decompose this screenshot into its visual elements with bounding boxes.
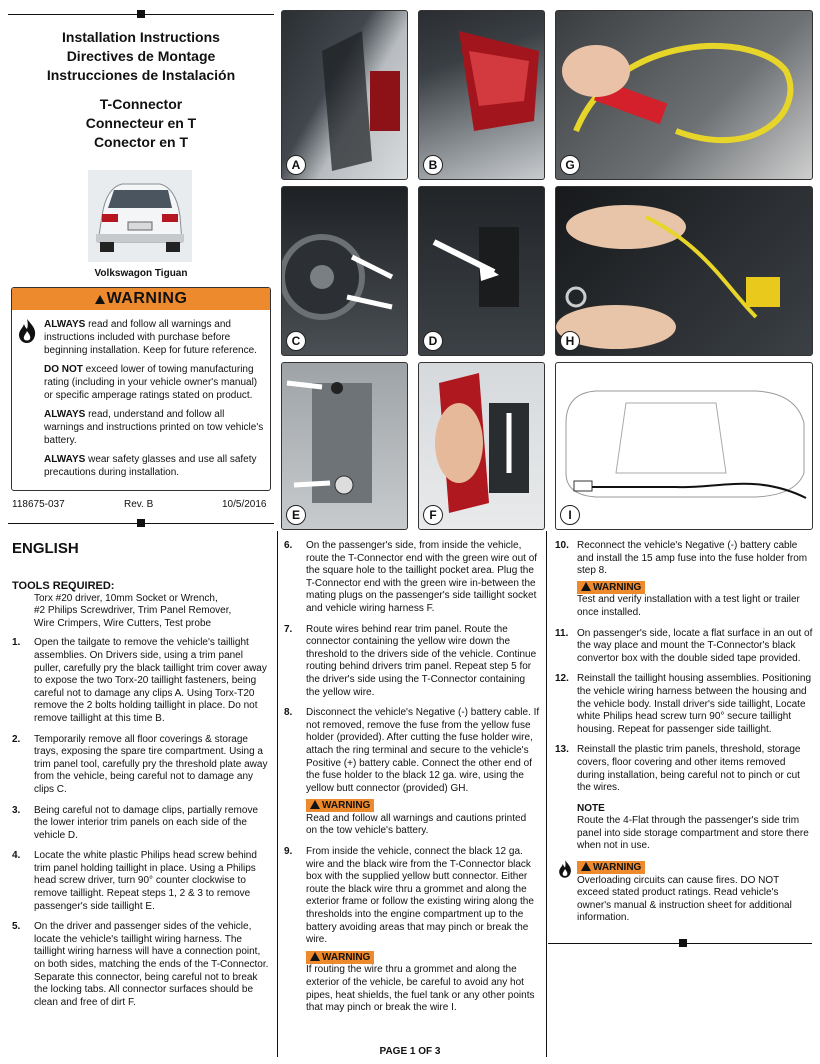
title-block [10,28,272,85]
figure-label: E [286,505,306,525]
rule-marker [137,10,145,18]
revision: Rev. B [124,499,154,510]
vehicle-image [88,170,192,262]
doc-date: 10/5/2016 [222,499,267,510]
warning-header [12,288,270,310]
note-heading: NOTE [577,802,605,814]
warning-heading: WARNING [106,290,188,307]
warning-step-9 [284,951,540,1015]
figure-label: I [560,505,580,525]
step-13: 13. Reinstall the plastic trim panels, threshold, storage covers, floor covering and other items removed during installation, being careful not to pinch or cut the wires. [555,744,801,794]
warning-triangle-icon [310,800,320,809]
figure-d [418,186,545,356]
step-12: 12. Reinstall the taillight housing assemblies. Positioning the vehicle wiring harness between the housing and the vehicle body. Install driver's side taillight, Locate white Philips head screw turn 90° secure taillight housing. Repeat for passenger side taillight. [555,673,812,735]
title-en: Installation Instructions [62,29,220,45]
step-7: 7. Route wires behind rear trim panel. Route the connector containing the yellow wire down the threshold to the drivers side of the vehicle. Continue routing behind drivers trim panel. Repeat step 5 for the driver's side using the T-Connector containing the yellow wire. [284,623,537,698]
step-3: 3. Being careful not to damage clips, partially remove the lower interior trim panels on each side of the vehicle D. [12,804,259,841]
column-divider [277,531,278,1057]
column-2 [284,540,540,1015]
product-block [10,95,272,152]
title-fr: Directives de Montage [66,48,216,64]
tool-line: Torx #20 driver, 10mm Socket or Wrench, [34,592,218,604]
part-number: 118675-037 [12,499,65,510]
warning-item: DO NOT exceed lower of towing manufacturing rating (including in your vehicle owner's manual) or specific amperage ratings stated on product. [44,364,258,401]
product-es: Conector en T [93,134,189,150]
step-2: 2. Temporarily remove all floor coverings & storage trays, exposing the spare tire compartment. Using a trim panel tool, carefully pry the threshold plate away from the vehicle, being careful not to damage any clips C. [12,733,268,795]
step-1: 1. Open the tailgate to remove the vehicle's taillight assemblies. On Drivers side, using a trim panel puller, carefully pry the black taillight trim cover away to expose the two Torx-20 taillight fasteners, being careful not to damage any clips A. Using Torx-T20 remove the 2 bolts holding taillight in place. Do not remove taillight at this time B. [12,637,267,724]
figure-label: B [423,155,443,175]
tool-line: #2 Philips Screwdriver, Trim Panel Remover, [34,605,232,617]
figure-a [281,10,408,180]
column-divider [546,531,547,1057]
figure-label: A [286,155,306,175]
tool-line: Wire Crimpers, Wire Cutters, Test probe [34,617,212,629]
fire-icon [16,318,38,349]
warning-pill: WARNING [306,951,374,964]
figure-i [555,362,813,530]
step-4: 4. Locate the white plastic Philips head screw behind trim panel holding taillight in place. Using a Philips head screw driver, turn 90° counter clockwise to remove taillight. Repeat steps 1, 2 & 3 to remove passenger's side taillight E. [12,850,257,912]
title-es: Instrucciones de Instalación [46,67,236,83]
figure-e [281,362,408,530]
note-text: Route the 4-Flat through the passenger's side trim panel into side storage compartment and store there when not in use. [577,815,809,852]
figure-g [555,10,813,180]
figure-label: D [423,331,443,351]
figure-c [281,186,408,356]
step-11: 11. On passenger's side, locate a flat surface in an out of the way place and mount the T-Connector's black convertor box with the double sided tape provided. [555,627,813,664]
warning-step-8 [284,799,540,838]
warning-pill: WARNING [577,861,645,874]
step-9: 9. From inside the vehicle, connect the black 12 ga. wire and the black wire from the T-Connector black box with the supplied yellow butt connector. Either route the black wire thru a grommet and along the exterior frame or follow the existing wiring along the thresholds into the engine compartment up to the battery avoiding areas that may pinch or break the wire. [284,846,534,946]
warning-final [555,861,813,925]
warning-triangle-icon [95,295,105,304]
figure-label: G [560,155,580,175]
figure-b [418,10,545,180]
vehicle-caption: Volkswagon Tiguan [94,268,188,279]
warning-text: Test and verify installation with a test light or trailer once installed. [577,594,800,618]
warning-item: ALWAYS read, understand and follow all warnings and instructions printed on tow vehicle's battery. [44,409,264,446]
fire-icon [557,859,573,879]
warning-step-10 [555,581,813,620]
warning-item: ALWAYS wear safety glasses and use all safety precautions during installation. [44,454,257,478]
step-8: 8. Disconnect the vehicle's Negative (-) battery cable. If not removed, remove the fuse from the yellow fuse holder (provided). After cutting the fuse holder wire, attach the ring terminal and secure to the vehicle's Positive (+) battery cable. Connect the other end of the fuse holder to the black 12 ga. wire, using the yellow butt connector (provided) GH. [284,707,540,794]
note-block [555,803,813,853]
step-5: 5. On the driver and passenger sides of the vehicle, locate the vehicle's taillight wiring harness. The taillight wiring harness will have a connection point, on both sides, matching the ends of the T-Connector. Separate this connector, being careful not to break the locking tabs. All connector surfaces should be clean and free of dirt F. [12,921,269,1008]
figure-label: C [286,331,306,351]
tools-heading: TOOLS REQUIRED: [12,580,115,592]
warning-item: ALWAYS read and follow all warnings and instructions included with purchase before beginning installation. Keep for future reference. [44,319,257,356]
step-6: 6. On the passenger's side, from inside the vehicle, route the T-Connector end with the green wire out of the square hole to the taillight pocket area. Plug the T-Connector end with the green wire in-between the mating plugs on the passenger's side taillight socket and vehicle wiring harness F. [284,540,538,614]
warning-box [11,287,271,491]
language-heading: ENGLISH [12,540,79,557]
warning-pill: WARNING [306,799,374,812]
warning-text: If routing the wire thru a grommet and along the exterior of the vehicle, be careful to avoid any hot pipes, heat shields, the fuel tank or any other points that may pinch or break the wire I. [306,964,535,1014]
figure-h [555,186,813,356]
rule-marker [137,519,145,527]
tools-list [12,593,270,631]
figure-label: H [560,331,580,351]
figure-f [418,362,545,530]
warning-pill: WARNING [577,581,645,594]
column-1 [12,580,270,1017]
warning-triangle-icon [581,582,591,591]
rule-marker [679,939,687,947]
warning-triangle-icon [581,862,591,871]
warning-triangle-icon [310,952,320,961]
product-fr: Connecteur en T [85,115,197,131]
step-10: 10. Reconnect the vehicle's Negative (-) battery cable and install the 15 amp fuse into the fuse holder from step 8. [555,540,808,577]
column-3 [555,540,813,925]
warning-text: Overloading circuits can cause fires. DO NOT exceed stated product ratings. Read vehicle's owner's manual & instruction sheet for additional information. [577,874,792,924]
warning-list [44,318,264,479]
figure-label: F [423,505,443,525]
page-number: PAGE 1 OF 3 [379,1046,441,1057]
product-en: T-Connector [99,96,183,112]
warning-text: Read and follow all warnings and cautions printed on the tow vehicle's battery. [306,812,527,837]
